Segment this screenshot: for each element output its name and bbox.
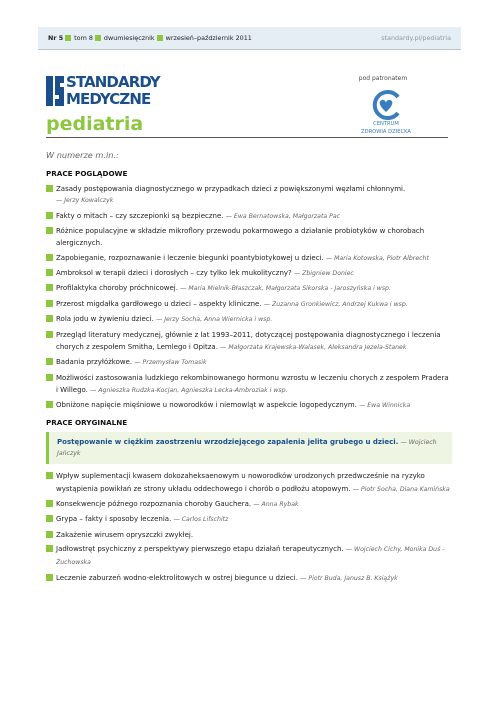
article-item [46,513,452,526]
green-square-bullet-icon [46,515,53,522]
green-square-bullet-icon [46,531,53,538]
article-item [46,313,452,326]
article-title: Możliwości zastosowania ludzkiego rekombinowanego hormonu wzrostu w leczeniu chorych z zespołem Pradera i Willego. [56,373,449,394]
green-square-bullet-icon [46,185,53,192]
article-item [46,267,452,280]
article-title: Profilaktyka choroby próchnicowej. [56,284,178,293]
article-authors: — Zuzanna Gronkiewicz, Andrzej Kukwa i wsp. [263,300,408,308]
article-authors: — Ewa Bernatowska, Małgorzata Pac [225,212,341,220]
volume: tom 8 [74,34,93,42]
standardy-s-mark-icon [46,74,64,108]
article-item [46,356,452,369]
article-title: Zasady postępowania diagnostycznego w przypadkach dzieci z powiększonymi węzłami chłonnymi. [56,185,406,193]
journal-title: pediatria [46,113,144,135]
patronage-block [358,75,414,136]
article-authors: — Maria Mielnik-Błaszczak, Małgorzata Sikorska - Jaroszyńska i wsp. [180,285,391,293]
patron-org-line-1: CENTRUM [373,121,399,127]
article-title: Konsekwencje późnego rozpoznania choroby Gauchera. [56,499,252,508]
article-title: Leczenie zaburzeń wodno-elektrolitowych w ostrej biegunce u dzieci. [56,573,298,582]
article-item [46,498,452,511]
article-authors: — Ewa Winnicka [359,402,411,410]
article-authors: — Wojciech Cichy, Monika Duś - Żuchowska [56,546,445,567]
patronage-label: pod patronatem [358,75,408,82]
article-authors: — Małgorzata Krajewska-Walasek, Aleksandra Jezela-Stanek [220,343,407,351]
green-square-bullet-icon [46,300,53,307]
article-item [46,252,452,265]
featured-article-authors: — Wojciech Jańczyk [57,439,437,458]
article-item [46,529,452,541]
green-square-bullet-icon [46,269,53,276]
article-item [46,572,452,585]
article-title: Przegląd literatury medycznej, głównie z lat 1993–2011, dotyczącej postępowania diagnostycznego i leczenia chorych z zespołem Smitha, Lemlego i Opitza. [56,330,441,351]
article-title: Grypa – fakty i sposoby leczenia. [56,515,172,524]
article-item [46,543,452,569]
patron-org-line-2: ZDROWIA DZIECKA [361,129,411,135]
green-square-bullet-icon [46,254,53,261]
green-square-bullet-icon [46,401,53,408]
article-title: Badania przyłóżkowe. [56,358,133,367]
article-item [46,399,452,412]
section-heading-review: PRACE POGLĄDOWE [46,169,128,178]
green-square-bullet-icon [46,574,53,581]
article-authors: — Zbigniew Doniec [293,269,354,277]
article-title: Ambroksol w terapii dzieci i dorosłych – czy tylko lek mukolityczny? [56,268,292,277]
article-item [46,210,452,223]
green-square-bullet-icon [157,35,163,41]
featured-article-title: Postępowanie w ciężkim zaostrzeniu wrzodziejącego zapalenia jelita grubego u dzieci. [57,438,399,447]
article-item [46,298,452,311]
article-title: Zakażenie wirusem opryszczki zwykłej. [56,530,194,539]
issue-date: wrzesień–październik 2011 [165,34,252,42]
article-title: Wpływ suplementacji kwasem dokozaheksaenowym u noworodków urodzonych przedwcześnie na ryzyko wystąpienia powikłań ze strony układu oddechowego i chorób o podłożu atopowym. [56,472,425,493]
contents-list [46,150,452,587]
header-divider [46,137,448,138]
article-title: Przerost migdałka gardłowego u dzieci – aspekty kliniczne. [56,299,262,308]
green-square-bullet-icon [46,331,53,338]
issue-number: Nr 5 [48,34,64,42]
green-square-bullet-icon [46,227,53,234]
article-title: Jadłowstręt psychiczny z perspektywy pierwszego etapu działań terapeutycznych. [56,545,344,554]
green-square-bullet-icon [46,284,53,291]
section-heading-original: PRACE ORYGINALNE [46,418,128,428]
green-square-bullet-icon [46,500,53,507]
green-square-bullet-icon [95,35,101,41]
article-item [46,329,452,354]
green-square-bullet-icon [46,374,53,381]
article-item [46,225,452,249]
article-title: Różnice populacyjne w składzie mikroflory przewodu pokarmowego a działanie probiotyków w chorobach alergicznych. [56,226,425,248]
frequency: dwumiesięcznik [103,34,155,42]
featured-article [46,432,452,464]
czd-heart-logo-icon [369,90,403,120]
green-square-bullet-icon [46,545,53,552]
article-title: Zapobieganie, rozpoznawanie i leczenie biegunki poantybiotykowej u dzieci. [56,253,324,262]
issue-info [48,27,252,49]
article-authors: — Agnieszka Rudzka-Kocjan, Agnieszka Lecka-Ambroziak i wsp. [90,386,288,394]
article-title: Rola jodu w żywieniu dzieci. [56,315,154,324]
article-authors: — Jerzy Socha, Anna Wiernicka i wsp. [156,316,273,324]
article-authors: — Przemysław Tomasik [134,359,207,367]
article-authors: — Jerzy Kowalczyk [56,197,114,205]
journal-url[interactable]: standardy.pl/pediatria [381,34,451,42]
article-item [46,282,452,295]
article-authors: — Anna Rybak [253,500,299,508]
green-square-bullet-icon [46,358,53,365]
logo-line-1: STANDARDY [66,73,160,91]
article-authors: — Piotr Socha, Diana Kamińska [352,485,450,493]
article-authors: — Maria Kotowska, Piotr Albrecht [325,254,429,262]
green-square-bullet-icon [46,472,53,479]
article-item [46,470,452,495]
article-item [46,372,452,397]
article-title: Fakty o mitach – czy szczepionki są bezpieczne. [56,211,224,220]
article-authors: — Carlos Lifschitz [173,516,229,524]
green-square-bullet-icon [65,35,71,41]
issue-bar [38,27,461,50]
green-square-bullet-icon [46,212,53,219]
green-square-bullet-icon [46,315,53,322]
article-authors: — Piotr Buda, Janusz B. Książyk [300,574,398,582]
contents-intro: W numerze m.in.: [46,150,119,160]
article-item [46,183,452,207]
article-title: Obniżone napięcie mięśniowe u noworodków i niemowląt w aspekcie logopedycznym. [56,401,357,410]
logo-line-2: MEDYCZNE [66,90,151,108]
